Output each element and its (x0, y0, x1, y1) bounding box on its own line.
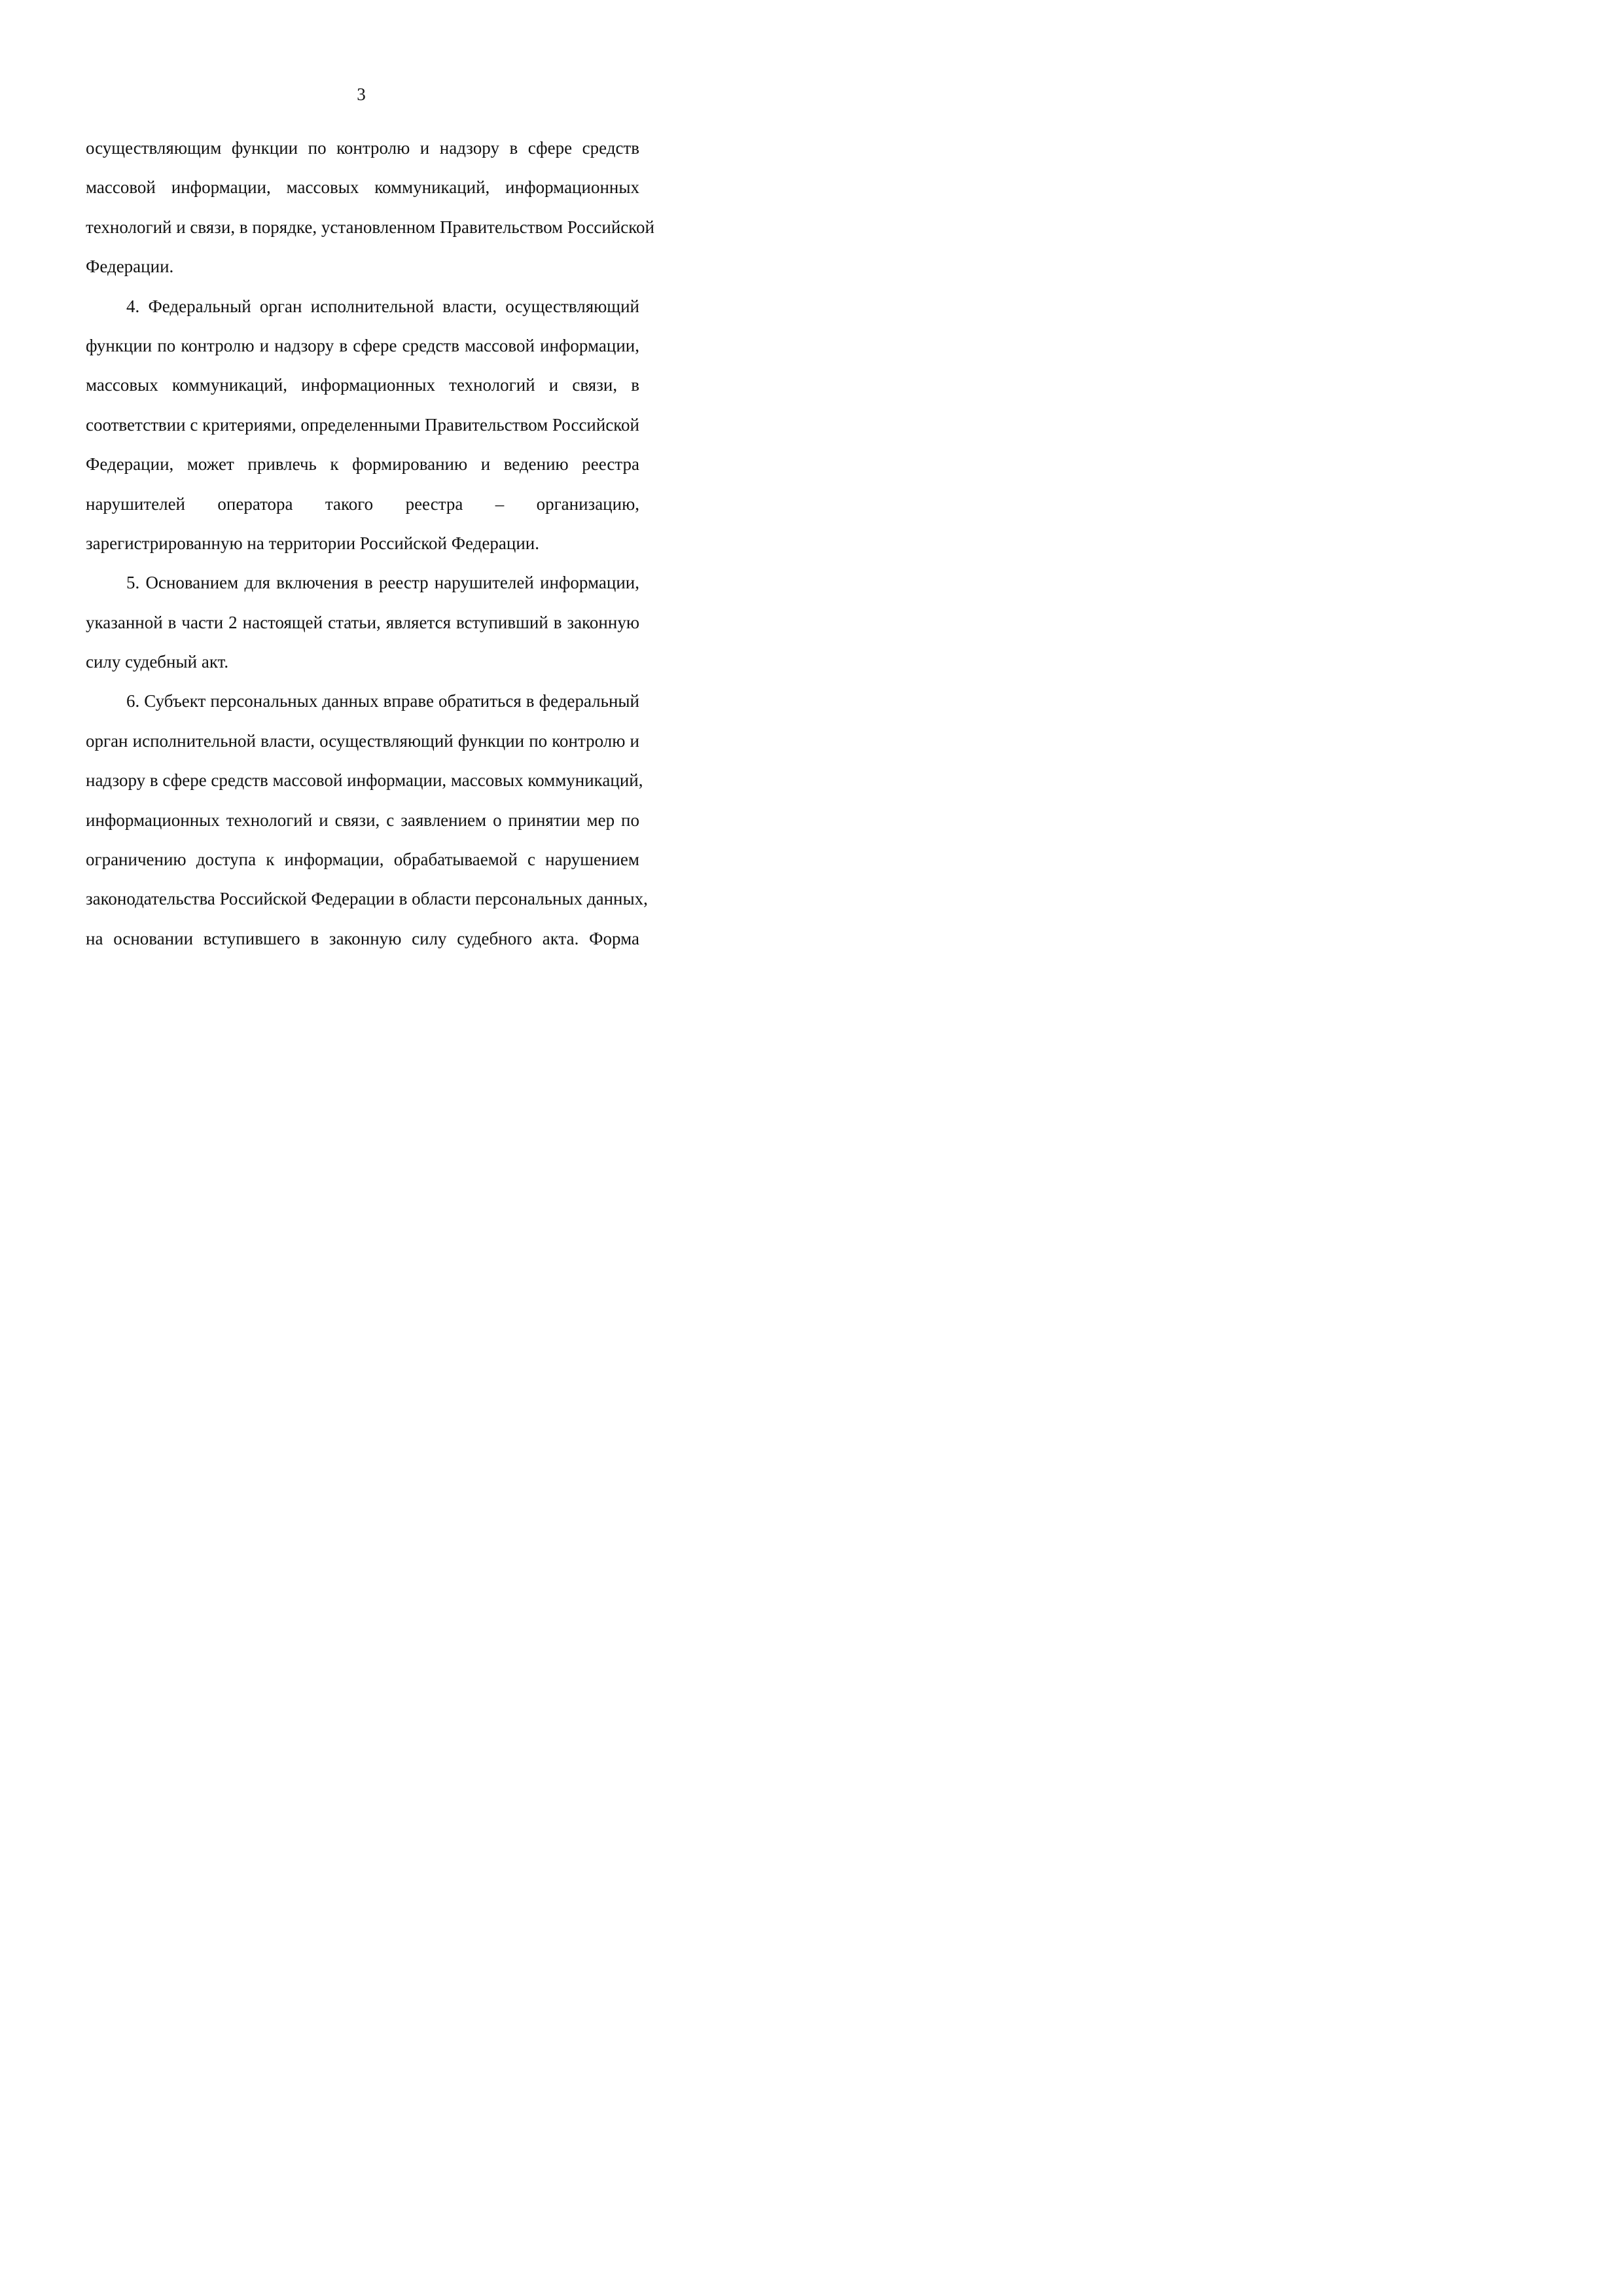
text-line: на основании вступившего в законную силу судебного акта. Форма (86, 928, 639, 948)
text-line: нарушителей оператора такого реестра – организацию, (86, 493, 639, 514)
text-line: зарегистрированную на территории Российской Федерации. (86, 533, 539, 553)
paragraph-5-first-line: 5. Основанием для включения в реестр нарушителей информации, (126, 573, 639, 593)
paragraph-4-first-line: 4. Федеральный орган исполнительной власти, осуществляющий (126, 296, 639, 316)
document-body (86, 128, 654, 958)
text-line: функции по контролю и надзору в сфере средств массовой информации, (86, 335, 639, 355)
text-line: ограничению доступа к информации, обрабатываемой с нарушением (86, 850, 639, 870)
paragraph-6-first-line: 6. Субъект персональных данных вправе обратиться в федеральный (126, 691, 639, 711)
text-line: осуществляющим функции по контролю и надзору в сфере средств (86, 138, 639, 158)
text-line: информационных технологий и связи, с заявлением о принятии мер по (86, 810, 639, 830)
page-number: 3 (357, 84, 366, 104)
text-line: надзору в сфере средств массовой информации, массовых коммуникаций, (86, 770, 643, 791)
text-line: Федерации, может привлечь к формированию и ведению реестра (86, 454, 639, 475)
text-line: орган исполнительной власти, осуществляющий функции по контролю и (86, 730, 639, 751)
text-line: законодательства Российской Федерации в области персональных данных, (86, 889, 648, 909)
text-line: соответствии с критериями, определенными Правительством Российской (86, 414, 639, 435)
text-line: массовой информации, массовых коммуникаций, информационных (86, 177, 639, 198)
text-line: технологий и связи, в порядке, установленном Правительством Российской (86, 217, 654, 237)
text-line: указанной в части 2 настоящей статьи, является вступивший в законную (86, 612, 639, 632)
text-line: массовых коммуникаций, информационных технологий и связи, в (86, 375, 639, 395)
text-line: Федерации. (86, 257, 174, 277)
text-line: силу судебный акт. (86, 652, 229, 672)
